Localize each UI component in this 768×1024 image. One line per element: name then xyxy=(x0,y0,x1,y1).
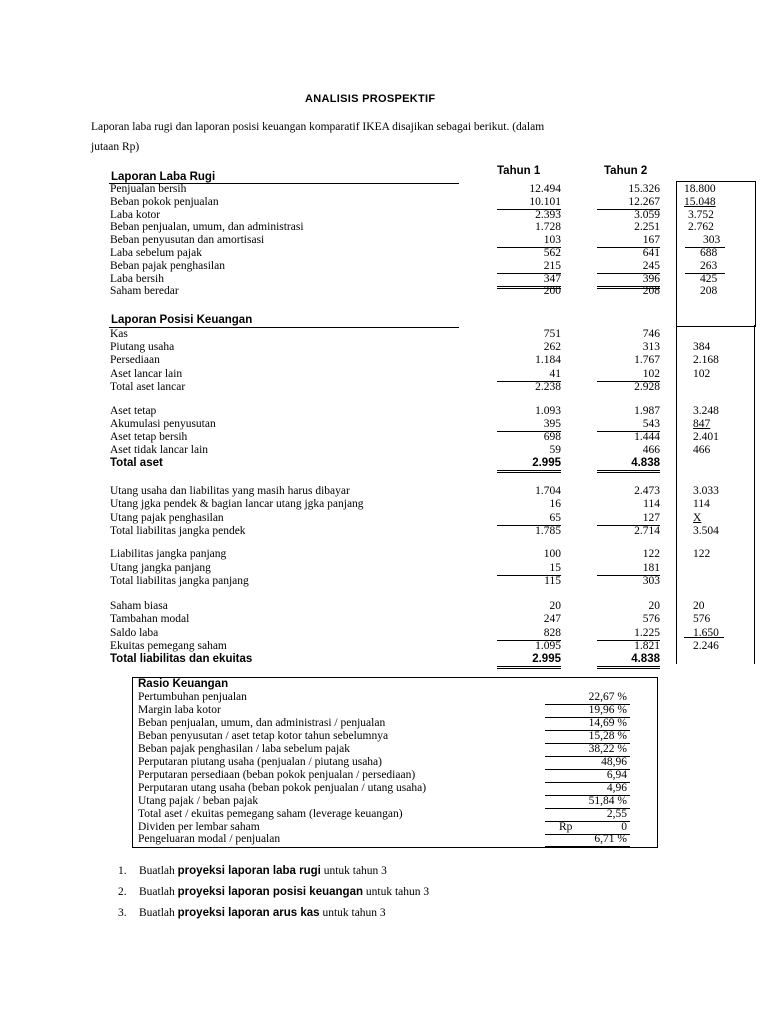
income.rows-label-1: Beban pokok penjualan xyxy=(110,195,219,208)
balance.fixed-year1-4: 2.995 xyxy=(532,456,561,469)
task-text: Buatlah xyxy=(139,886,178,898)
column-header-year-2: Tahun 2 xyxy=(604,165,648,177)
task-number: 3. xyxy=(118,907,127,919)
ratio-value-11: 6,71 % xyxy=(594,833,627,846)
ratio-label-6: Perputaran persediaan (beban pokok penjualan / persediaan) xyxy=(138,768,416,781)
balance.current-year2-3: 102 xyxy=(642,367,660,380)
ratio-label-8: Utang pajak / beban pajak xyxy=(138,794,259,807)
ratio-label-7: Perputaran utang usaha (beban pokok penjualan / utang usaha) xyxy=(138,781,427,794)
task-text-suffix: untuk tahun 3 xyxy=(363,886,430,898)
income.rows-year1-4: 103 xyxy=(543,234,561,247)
balance.long_liab-year2-1: 181 xyxy=(642,561,660,574)
balance.equity-year2-1: 576 xyxy=(642,613,660,626)
balance.current-year2-1: 313 xyxy=(642,341,660,354)
balance.equity-year2-4: 4.838 xyxy=(631,653,660,666)
balance.fixed-year2-0: 1.987 xyxy=(634,405,660,417)
income.rows-year3-3: 2.762 xyxy=(688,221,714,234)
income.rows-year3-2: 3.752 xyxy=(688,208,714,221)
balance.current_liab-year3-1: 114 xyxy=(693,498,710,511)
page-title: ANALISIS PROSPEKTIF xyxy=(305,93,436,105)
income.rows-year2-5: 641 xyxy=(642,247,660,259)
income.rows-label-2: Laba kotor xyxy=(110,208,161,221)
income.rows-year2-0: 15.326 xyxy=(628,183,660,195)
task-item-3 xyxy=(118,907,386,919)
ratio-value-5: 48,96 xyxy=(601,755,627,768)
ratio-rule-9 xyxy=(545,821,630,822)
balance.current_liab-year1-3: 1.785 xyxy=(535,524,561,537)
balance.current-year2-0: 746 xyxy=(642,328,660,340)
ratio-value-3: 15,28 % xyxy=(588,729,627,742)
projection-box-right-edge xyxy=(754,325,755,664)
ratio-value-0: 22,67 % xyxy=(588,691,627,703)
balance.fixed-rule2-y1-4 xyxy=(497,472,561,473)
task-bold-text: proyeksi laporan posisi keuangan xyxy=(177,886,363,898)
balance.current-label-0: Kas xyxy=(110,328,128,340)
column-header-year-1: Tahun 1 xyxy=(497,165,541,177)
balance.current-label-4: Total aset lancar xyxy=(110,380,186,393)
balance.fixed-label-3: Aset tidak lancar lain xyxy=(110,443,209,456)
balance.equity-label-2: Saldo laba xyxy=(110,626,159,639)
task-number: 1. xyxy=(118,865,127,877)
income.rows-year2-4: 167 xyxy=(642,234,660,247)
balance.fixed-year1-1: 395 xyxy=(543,417,561,430)
balance.equity-year3-0: 20 xyxy=(693,600,705,612)
balance.fixed-rule-y2-4 xyxy=(597,470,660,471)
balance.long_liab-label-0: Liabilitas jangka panjang xyxy=(110,548,227,560)
income.rows-label-5: Laba sebelum pajak xyxy=(110,247,202,259)
income.rows-year3-6: 263 xyxy=(700,259,718,272)
balance.fixed-year1-3: 59 xyxy=(549,443,561,456)
balance.long_liab-year2-0: 122 xyxy=(642,548,660,560)
ratio-label-10: Dividen per lembar saham xyxy=(138,820,260,833)
equity-rule-y3 xyxy=(684,637,724,638)
balance.current-year1-3: 41 xyxy=(549,367,561,380)
ratio-value-10: 0 xyxy=(621,820,627,833)
balance.equity-year3-1: 576 xyxy=(693,613,711,626)
balance.current-year3-3: 102 xyxy=(693,367,711,380)
income-statement-heading: Laporan Laba Rugi xyxy=(111,171,216,183)
balance.equity-rule2-y1-4 xyxy=(497,668,561,669)
ratio-label-9: Total aset / ekuitas pemegang saham (leverage keuangan) xyxy=(138,807,403,820)
income.rows-year3-1: 15.048 xyxy=(684,195,716,208)
income.rows-year2-6: 245 xyxy=(642,259,660,272)
balance.current-year1-2: 1.184 xyxy=(535,354,561,367)
income.rows-year3-8: 208 xyxy=(700,285,718,298)
income.rows-year1-2: 2.393 xyxy=(535,208,561,221)
ratio-label-3: Beban penyusutan / aset tetap kotor tahun sebelumnya xyxy=(138,729,389,742)
ratio-value-7: 4,96 xyxy=(606,781,627,794)
balance.equity-year1-0: 20 xyxy=(549,600,561,612)
balance.current_liab-label-2: Utang pajak penghasilan xyxy=(110,511,224,524)
balance.fixed-year3-2: 2.401 xyxy=(693,430,719,443)
balance.current_liab-label-1: Utang jgka pendek & bagian lancar utang jgka panjang xyxy=(110,498,364,511)
balance.fixed-label-2: Aset tetap bersih xyxy=(110,430,188,443)
balance.current-label-1: Piutang usaha xyxy=(110,341,175,354)
balance.current-year3-1: 384 xyxy=(693,341,711,354)
balance.fixed-year2-4: 4.838 xyxy=(631,456,660,469)
income.rows-year3-5: 688 xyxy=(700,247,718,259)
income.rows-label-0: Penjualan bersih xyxy=(110,183,187,195)
balance.current-year2-4: 2.928 xyxy=(634,380,660,393)
balance.fixed-rule2-y2-4 xyxy=(597,472,660,473)
balance.fixed-label-0: Aset tetap xyxy=(110,405,157,417)
balance.long_liab-year1-1: 15 xyxy=(549,561,561,574)
income.rows-year3-0: 18.800 xyxy=(684,183,716,195)
intro-line-2: jutaan Rp) xyxy=(91,141,140,153)
ratio-value-4: 38,22 % xyxy=(588,742,627,755)
balance-sheet-heading: Laporan Posisi Keuangan xyxy=(111,314,253,326)
income.rows-year1-5: 562 xyxy=(543,247,561,259)
balance.current_liab-label-3: Total liabilitas jangka pendek xyxy=(110,524,246,537)
balance.fixed-year3-0: 3.248 xyxy=(693,405,719,417)
income.rows-year3-4: 303 xyxy=(703,234,721,247)
balance.current-label-2: Persediaan xyxy=(110,354,160,367)
income.rows-year2-2: 3.059 xyxy=(634,208,660,221)
balance.current_liab-year1-1: 16 xyxy=(549,498,561,511)
balance.equity-label-3: Ekuitas pemegang saham xyxy=(110,639,227,652)
balance.fixed-year2-3: 466 xyxy=(642,443,660,456)
balance.equity-rule-y2-4 xyxy=(597,666,660,667)
ratio-label-1: Margin laba kotor xyxy=(138,703,221,716)
balance.equity-year3-2: 1.650 xyxy=(693,626,719,639)
income.rows-year1-3: 1.728 xyxy=(535,221,561,234)
balance.current-year2-2: 1.767 xyxy=(634,354,660,367)
balance.equity-year1-2: 828 xyxy=(543,626,561,639)
balance.fixed-year1-2: 698 xyxy=(543,430,561,443)
balance.current-year1-0: 751 xyxy=(543,328,561,340)
balance-heading-rule xyxy=(109,327,459,328)
income.rows-year1-7: 347 xyxy=(543,272,561,285)
task-item-2 xyxy=(118,886,429,898)
ratio-label-11: Pengeluaran modal / penjualan xyxy=(138,833,281,846)
ratio-value-2: 14,69 % xyxy=(588,716,627,729)
income.rows-year2-8: 208 xyxy=(642,285,660,298)
balance.current_liab-year2-0: 2.473 xyxy=(634,485,660,497)
balance.equity-year2-2: 1.225 xyxy=(634,626,660,639)
ratio-heading: Rasio Keuangan xyxy=(138,678,229,690)
income.rows-year1-8: 200 xyxy=(543,285,561,298)
income.rows-year1-6: 215 xyxy=(543,259,561,272)
task-bold-text: proyeksi laporan arus kas xyxy=(177,907,320,919)
income.rows-label-7: Laba bersih xyxy=(110,272,164,285)
ratio-label-4: Beban pajak penghasilan / laba sebelum pajak xyxy=(138,742,351,755)
ratio-value-9: 2,55 xyxy=(606,807,627,820)
balance.current_liab-year1-0: 1.704 xyxy=(535,485,561,497)
task-text: Buatlah xyxy=(139,865,178,877)
balance.equity-rule-y1-4 xyxy=(497,666,561,667)
task-number: 2. xyxy=(118,886,127,898)
ratio-label-2: Beban penjualan, umum, dan administrasi / penjualan xyxy=(138,716,386,729)
task-text-suffix: untuk tahun 3 xyxy=(320,865,387,877)
intro-line-1: Laporan laba rugi dan laporan posisi keuangan komparatif IKEA disajikan sebagai berikut. (dalam xyxy=(91,121,545,133)
ratio-label-5: Perputaran piutang usaha (penjualan / piutang usaha) xyxy=(138,755,382,768)
balance.equity-label-1: Tambahan modal xyxy=(110,613,190,626)
task-text: Buatlah xyxy=(139,907,178,919)
balance.equity-label-4: Total liabilitas dan ekuitas xyxy=(110,653,253,666)
balance.equity-year2-3: 1.821 xyxy=(634,639,660,652)
ratio-value-6: 6,94 xyxy=(606,768,627,781)
balance.fixed-label-4: Total aset xyxy=(110,456,163,469)
ratio-value-1: 19,96 % xyxy=(588,703,627,716)
balance.current-year1-4: 2.238 xyxy=(535,380,561,393)
ratio-label-0: Pertumbuhan penjualan xyxy=(138,691,247,703)
balance.long_liab-year2-2: 303 xyxy=(642,575,660,587)
balance.fixed-year2-1: 543 xyxy=(642,417,660,430)
income.rows-year3-7: 425 xyxy=(700,272,718,285)
income.rows-label-4: Beban penyusutan dan amortisasi xyxy=(110,234,265,247)
task-bold-text: proyeksi laporan laba rugi xyxy=(177,865,321,877)
balance.current_liab-year3-0: 3.033 xyxy=(693,485,719,497)
ratio-prefix-10: Rp xyxy=(559,820,573,833)
balance.current_liab-year3-3: 3.504 xyxy=(693,524,719,537)
balance.current-year1-1: 262 xyxy=(543,341,561,354)
balance.current_liab-year1-2: 65 xyxy=(549,511,561,524)
income.rows-year2-1: 12.267 xyxy=(628,195,660,208)
balance.equity-year1-3: 1.095 xyxy=(535,639,561,652)
task-item-1 xyxy=(118,865,387,877)
balance.fixed-year2-2: 1.444 xyxy=(634,430,660,443)
ratio-value-8: 51,84 % xyxy=(588,794,627,807)
balance.fixed-year1-0: 1.093 xyxy=(535,405,561,417)
balance.equity-year1-1: 247 xyxy=(543,613,561,626)
balance.equity-label-0: Saham biasa xyxy=(110,600,168,612)
balance.equity-year3-3: 2.246 xyxy=(693,639,719,652)
balance.equity-year2-0: 20 xyxy=(648,600,660,612)
balance.fixed-year3-3: 466 xyxy=(693,443,711,456)
balance.long_liab-year3-0: 122 xyxy=(693,548,711,560)
income.rows-year1-1: 10.101 xyxy=(529,195,561,208)
balance.equity-rule2-y2-4 xyxy=(597,668,660,669)
balance.fixed-rule-y1-4 xyxy=(497,470,561,471)
income.rows-label-3: Beban penjualan, umum, dan administrasi xyxy=(110,221,304,234)
income.rows-label-6: Beban pajak penghasilan xyxy=(110,259,225,272)
balance.current_liab-year2-3: 2.714 xyxy=(634,524,660,537)
income.rows-label-8: Saham beredar xyxy=(110,285,179,298)
balance.current_liab-year3-2: X xyxy=(693,511,702,524)
income.rows-year2-3: 2.251 xyxy=(634,221,660,234)
task-text-suffix: untuk tahun 3 xyxy=(319,907,386,919)
balance.equity-year1-4: 2.995 xyxy=(532,653,561,666)
income.rows-year1-0: 12.494 xyxy=(529,183,561,195)
balance.current_liab-label-0: Utang usaha dan liabilitas yang masih harus dibayar xyxy=(110,485,350,497)
income.rows-year2-7: 396 xyxy=(642,272,660,285)
balance.long_liab-label-1: Utang jangka panjang xyxy=(110,561,211,574)
ratio-rule-11 xyxy=(545,846,630,847)
projection-box-left-edge xyxy=(676,325,677,664)
balance.long_liab-label-2: Total liabilitas jangka panjang xyxy=(110,575,249,587)
balance.current_liab-year2-2: 127 xyxy=(642,511,660,524)
balance.long_liab-year1-0: 100 xyxy=(543,548,561,560)
balance.current_liab-year2-1: 114 xyxy=(643,498,660,511)
balance.long_liab-year1-2: 115 xyxy=(544,575,561,587)
balance.fixed-year3-1: 847 xyxy=(693,417,711,430)
balance.current-label-3: Aset lancar lain xyxy=(110,367,183,380)
balance.current-year3-2: 2.168 xyxy=(693,354,719,367)
balance.fixed-label-1: Akumulasi penyusutan xyxy=(110,417,216,430)
